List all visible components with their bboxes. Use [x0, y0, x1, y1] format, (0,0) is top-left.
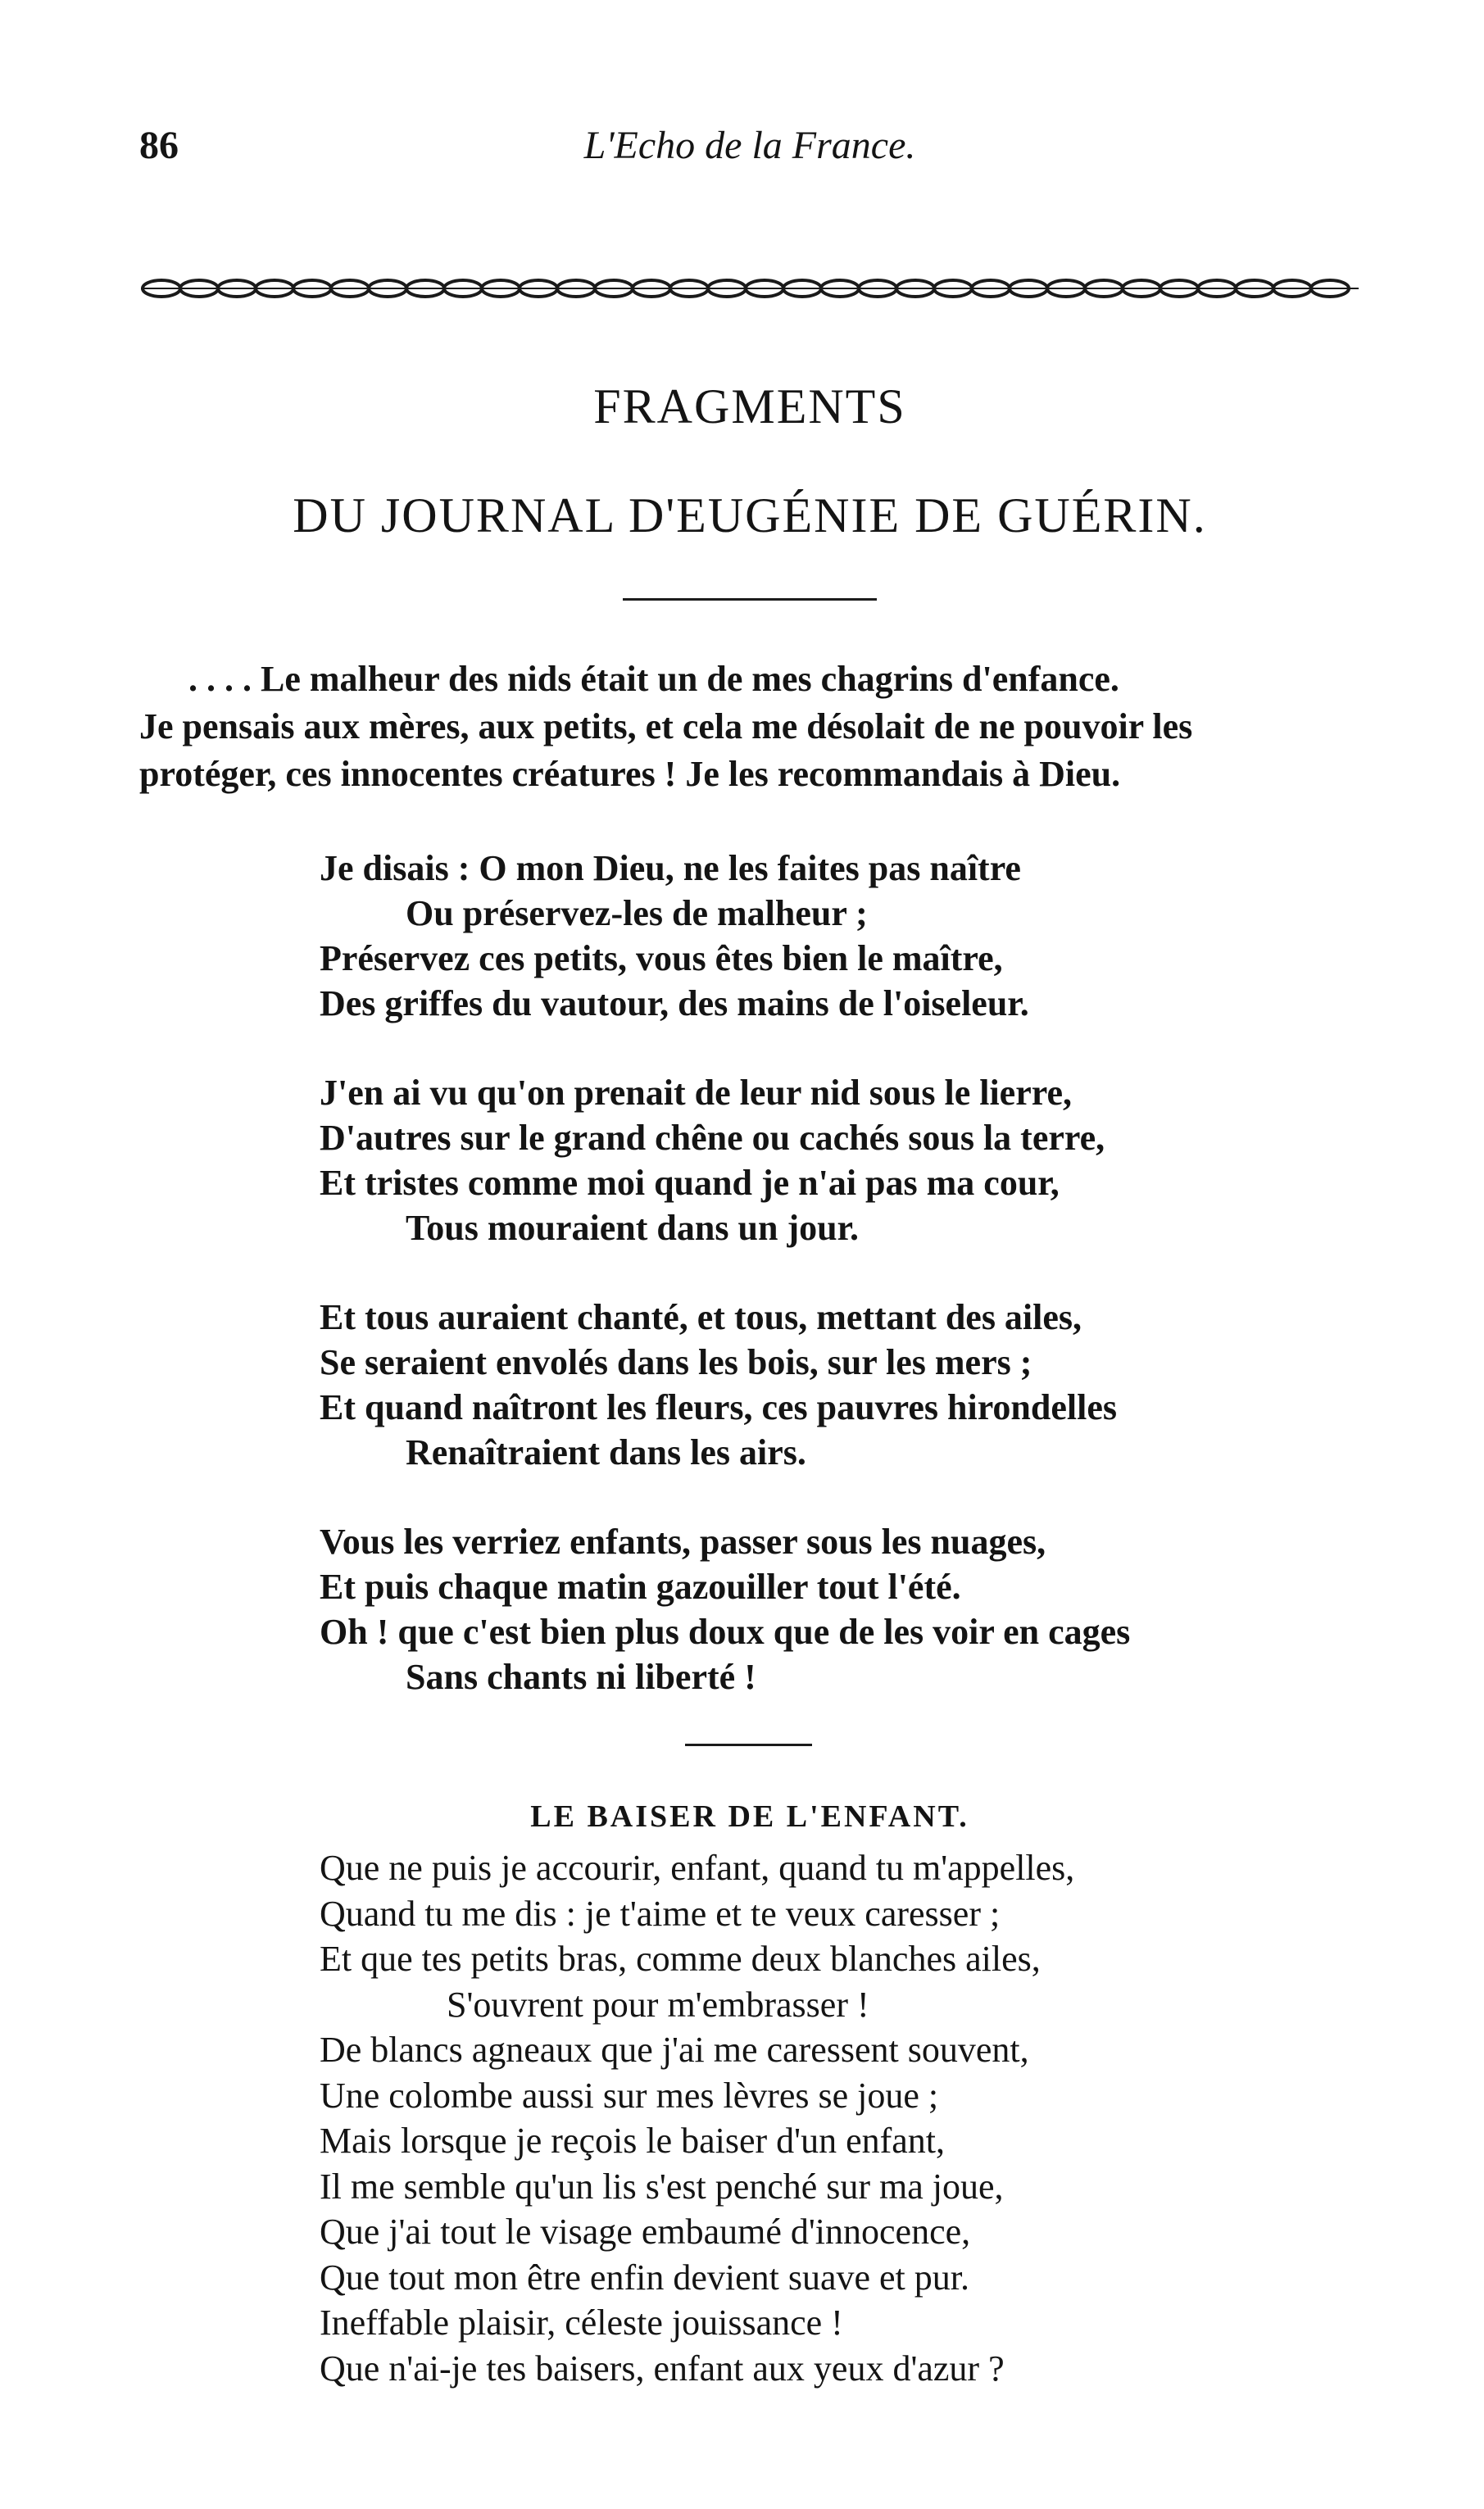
verse-line: Et quand naîtront les fleurs, ces pauvres hirondelles [320, 1387, 1118, 1427]
verse-line: Une colombe aussi sur mes lèvres se joue ; [320, 2075, 939, 2116]
verse-line: Tous mouraient dans un jour. [406, 1208, 860, 1248]
verse-line: Ou préservez-les de malheur ; [406, 893, 868, 933]
verse-line: Et tristes comme moi quand je n'ai pas ma cour, [320, 1163, 1060, 1203]
verse-line: Que ne puis je accourir, enfant, quand tu m'appelles, [320, 1848, 1075, 1888]
section-divider [623, 598, 877, 601]
prose-paragraph [139, 656, 1368, 798]
verse-line: Et puis chaque matin gazouiller tout l'été. [320, 1567, 961, 1607]
prose-line: Je pensais aux mères, aux petits, et cela me désolait de ne pouvoir les [139, 706, 1193, 746]
verse-line: D'autres sur le grand chêne ou cachés sous la terre, [320, 1118, 1105, 1158]
ornamental-border [139, 276, 1360, 301]
stanza [320, 1519, 1130, 1699]
verse-line: S'ouvrent pour m'embrasser ! [447, 1984, 869, 2025]
prose-line: . . . . Le malheur des nids était un de mes chagrins d'enfance. [188, 659, 1119, 699]
verse-line: Oh ! que c'est bien plus doux que de les voir en cages [320, 1612, 1131, 1652]
verse-line: Et tous auraient chanté, et tous, mettant des ailes, [320, 1297, 1082, 1337]
title-line-2: DU JOURNAL D'EUGÉNIE DE GUÉRIN. [293, 488, 1207, 542]
verse-line: Renaîtraient dans les airs. [406, 1432, 806, 1472]
page-header [139, 123, 1360, 180]
verse-line: Que n'ai-je tes baisers, enfant aux yeux d'azur ? [320, 2348, 1005, 2389]
prose-line: protéger, ces innocentes créatures ! Je les recommandais à Dieu. [139, 754, 1121, 794]
verse-line: Que tout mon être enfin devient suave et pur. [320, 2257, 969, 2298]
section-divider [685, 1744, 812, 1746]
verse-line: Que j'ai tout le visage embaumé d'innocence, [320, 2212, 971, 2252]
poem-subtitle: LE BAISER DE L'ENFANT. [530, 1799, 969, 1834]
verse-line: Se seraient envolés dans les bois, sur les mers ; [320, 1342, 1032, 1382]
verse-line: Il me semble qu'un lis s'est penché sur ma joue, [320, 2166, 1004, 2207]
verse-line: De blancs agneaux que j'ai me caressent souvent, [320, 2030, 1029, 2070]
verse-line: Je disais : O mon Dieu, ne les faites pas naître [320, 848, 1021, 888]
poem-baiser [320, 1845, 1074, 2391]
verse-line: Quand tu me dis : je t'aime et te veux caresser ; [320, 1893, 1001, 1934]
stanza [320, 846, 1130, 1026]
stanza [320, 1295, 1130, 1475]
verse-line: Des griffes du vautour, des mains de l'oiseleur. [320, 983, 1029, 1023]
verse-line: J'en ai vu qu'on prenait de leur nid sous le lierre, [320, 1073, 1073, 1113]
poem-nids [320, 846, 1130, 1744]
verse-line: Vous les verriez enfants, passer sous les nuages, [320, 1522, 1046, 1562]
verse-line: Ineffable plaisir, céleste jouissance ! [320, 2303, 843, 2343]
title-line-1: FRAGMENTS [593, 379, 906, 433]
verse-line: Et que tes petits bras, comme deux blanches ailes, [320, 1939, 1041, 1979]
verse-line: Préservez ces petits, vous êtes bien le maître, [320, 938, 1003, 978]
stanza [320, 1070, 1130, 1250]
verse-line: Mais lorsque je reçois le baiser d'un enfant, [320, 2121, 946, 2161]
verse-line: Sans chants ni liberté ! [406, 1657, 756, 1697]
page-number: 86 [139, 124, 179, 167]
running-title: L'Echo de la France. [583, 124, 916, 167]
